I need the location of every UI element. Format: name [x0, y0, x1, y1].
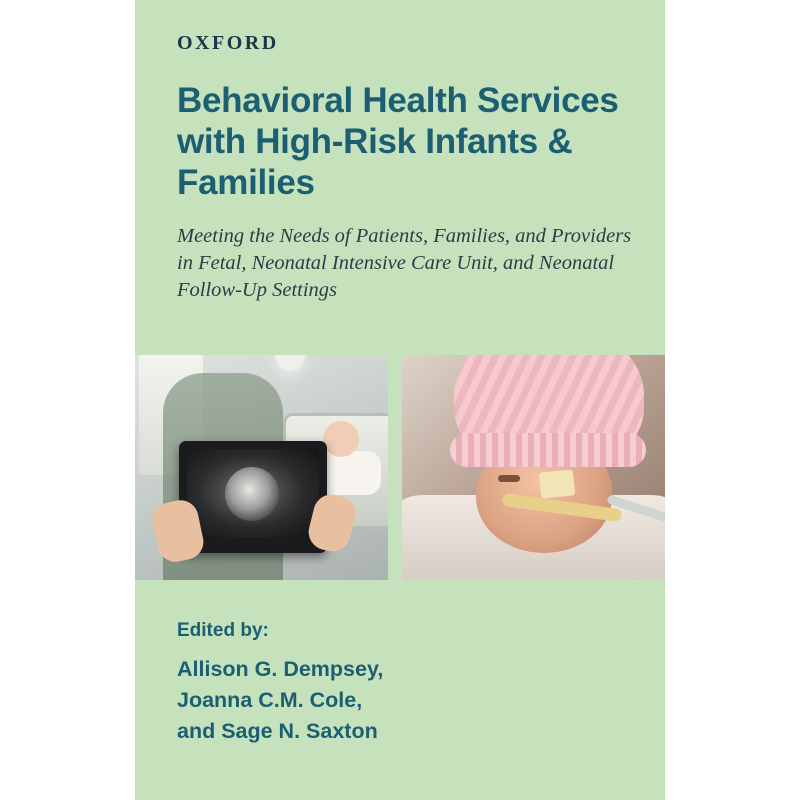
infant-head-shape: [323, 421, 359, 457]
cover-photo-band: [135, 355, 665, 580]
fetus-image-shape: [225, 467, 279, 521]
hat-brim-shape: [450, 433, 646, 467]
editor-name-1: Allison G. Dempsey,: [177, 657, 384, 681]
book-cover: [135, 0, 665, 800]
editor-name-2: Joanna C.M. Cole,: [177, 688, 363, 712]
title-block: [177, 80, 637, 304]
infant-left-eye-shape: [498, 475, 520, 482]
medical-tape-shape: [539, 469, 576, 498]
edited-by-label: Edited by:: [177, 620, 269, 641]
subtitle: Meeting the Needs of Patients, Families, and Providers in Fetal, Neonatal Intensive Care Unit, and Neonatal Follow-Up Settings: [177, 225, 632, 301]
ultrasound-screen-shape: [187, 449, 319, 537]
editor-name-3: and Sage N. Saxton: [177, 719, 378, 743]
publisher-logo: OXFORD: [177, 32, 279, 54]
page-title: Behavioral Health Services with High-Risk Infants & Families: [177, 81, 619, 202]
ultrasound-tablet-photo: [135, 355, 388, 580]
preemie-pink-hat-photo: [402, 355, 665, 580]
editors-block: [177, 620, 387, 747]
